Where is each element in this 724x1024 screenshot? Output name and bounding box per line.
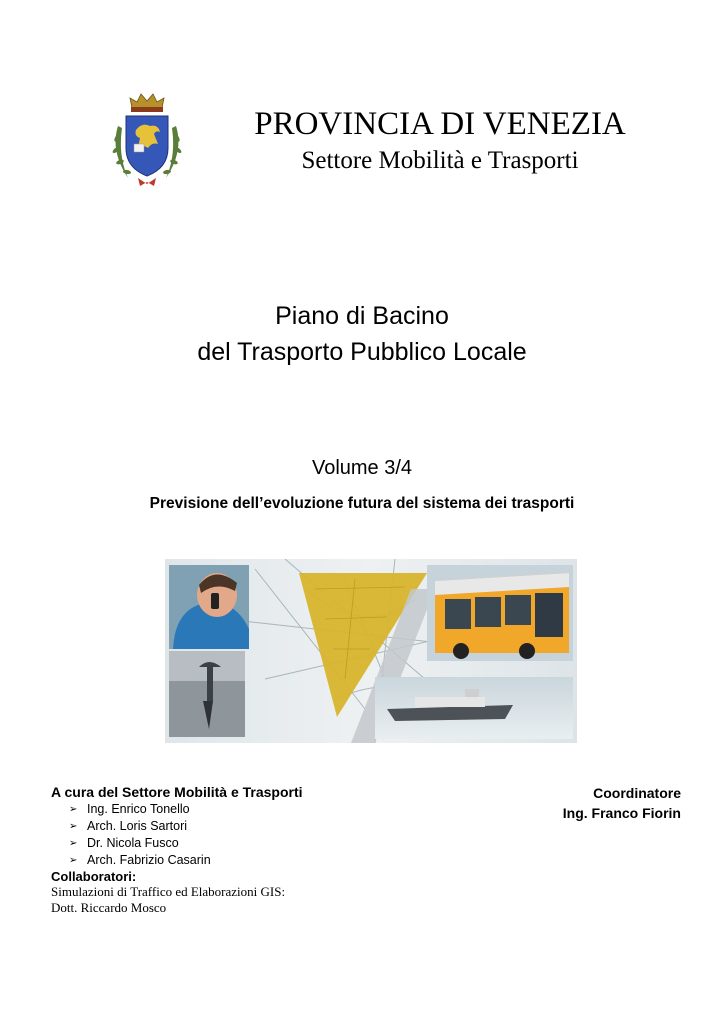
credits-section: [51, 783, 451, 916]
document-title-line-2: del Trasporto Pubblico Locale: [197, 338, 527, 366]
document-title: [0, 298, 724, 370]
volume-label: Volume 3/4: [311, 457, 413, 479]
list-item: [69, 852, 451, 869]
list-item: [69, 835, 451, 852]
collaborators-name: Dott. Riccardo Mosco: [51, 900, 167, 915]
arrow-bullet-icon: ➢: [69, 838, 78, 849]
collaborators-role: Simulazioni di Traffico ed Elaborazioni GIS:: [51, 884, 286, 899]
crown-icon: [130, 94, 164, 112]
team-member-name: Dr. Nicola Fusco: [87, 836, 179, 850]
bus-photo: [427, 565, 573, 661]
organization-title: PROVINCIA DI VENEZIA: [254, 106, 626, 142]
cover-collage-image: [165, 559, 577, 743]
coordinator-name: Ing. Franco Fiorin: [562, 805, 681, 821]
arrow-bullet-icon: ➢: [69, 855, 78, 866]
person-on-phone-photo: [169, 565, 249, 649]
shield-icon: [126, 116, 168, 176]
collaborators-heading: Collaboratori:: [51, 869, 137, 884]
team-member-name: Arch. Fabrizio Casarin: [87, 853, 211, 867]
list-item: [69, 801, 451, 818]
coordinator-block: [563, 783, 681, 823]
team-member-name: Ing. Enrico Tonello: [87, 802, 190, 816]
boat-photo: [375, 677, 573, 739]
volume-subtitle: Previsione dell’evoluzione futura del sistema dei trasporti: [149, 495, 575, 512]
department-subtitle: Settore Mobilità e Trasporti: [301, 147, 579, 174]
arrow-bullet-icon: ➢: [69, 821, 78, 832]
coordinator-label: Coordinatore: [593, 785, 681, 801]
list-item: [69, 818, 451, 835]
rainy-street-photo: [169, 651, 245, 737]
team-member-name: Arch. Loris Sartori: [87, 819, 188, 833]
credits-heading: A cura del Settore Mobilità e Trasporti: [51, 784, 303, 800]
ribbon-icon: [138, 178, 156, 186]
team-list: [51, 801, 451, 869]
province-crest-logo: [108, 86, 186, 196]
arrow-bullet-icon: ➢: [69, 804, 78, 815]
document-title-line-1: Piano di Bacino: [275, 302, 449, 330]
